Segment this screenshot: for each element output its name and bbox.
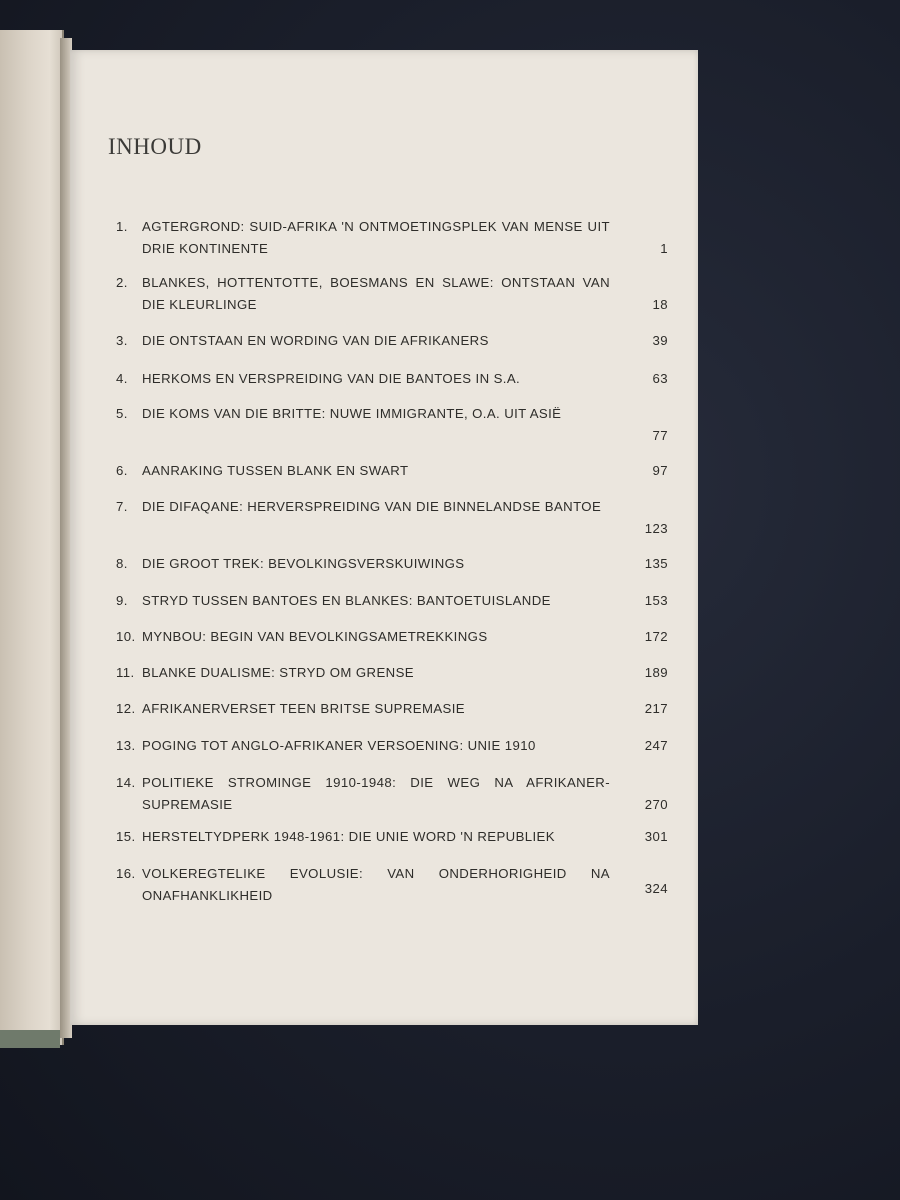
toc-entry bbox=[116, 460, 668, 482]
toc-entry-title: BLANKES, HOTTENTOTTE, BOESMANS EN SLAWE: ONTSTAAN VAN DIE KLEURLINGE bbox=[142, 275, 610, 312]
toc-entry-page: 189 bbox=[644, 665, 668, 680]
toc-entry-title: DIE GROOT TREK: BEVOLKINGSVERSKUIWINGS bbox=[142, 556, 465, 571]
toc-entry bbox=[116, 863, 668, 907]
toc-entry-title: POGING TOT ANGLO-AFRIKANER VERSOENING: UNIE 1910 bbox=[142, 738, 536, 753]
toc-entry-number: 12. bbox=[116, 701, 136, 716]
toc-entry bbox=[116, 553, 668, 575]
toc-entry-title: VOLKEREGTELIKE EVOLUSIE: VAN ONDERHORIGHEID NA ONAFHANKLIKHEID bbox=[142, 866, 610, 903]
toc-entry-number: 2. bbox=[116, 275, 128, 290]
toc-entry-title: BLANKE DUALISME: STRYD OM GRENSE bbox=[142, 665, 414, 680]
toc-entry-title: STRYD TUSSEN BANTOES EN BLANKES: BANTOETUISLANDE bbox=[142, 593, 551, 608]
toc-entry bbox=[116, 826, 668, 848]
toc-entry-title: AFRIKANERVERSET TEEN BRITSE SUPREMASIE bbox=[142, 701, 465, 716]
toc-entry-page: 217 bbox=[644, 701, 668, 716]
toc-entry bbox=[116, 216, 668, 260]
toc-entry-number: 10. bbox=[116, 629, 136, 644]
toc-entry-number: 3. bbox=[116, 333, 128, 348]
toc-entry bbox=[116, 403, 668, 447]
toc-entry bbox=[116, 272, 668, 316]
toc-entry-page: 270 bbox=[644, 797, 668, 812]
toc-entry-page: 97 bbox=[652, 463, 668, 478]
toc-entry bbox=[116, 496, 668, 540]
toc-entry-title: AANRAKING TUSSEN BLANK EN SWART bbox=[142, 463, 409, 478]
toc-entry-title: DIE ONTSTAAN EN WORDING VAN DIE AFRIKANERS bbox=[142, 333, 489, 348]
toc-entry-page: 172 bbox=[644, 629, 668, 644]
toc-entry-number: 14. bbox=[116, 775, 136, 790]
toc-entry-page: 153 bbox=[644, 593, 668, 608]
toc-entry-title: POLITIEKE STROMINGE 1910-1948: DIE WEG NA AFRIKANER-SUPREMASIE bbox=[142, 775, 610, 812]
toc-entry bbox=[116, 698, 668, 720]
toc-entry-number: 11. bbox=[116, 665, 135, 680]
toc-entry-page: 1 bbox=[660, 241, 668, 256]
toc-entry-title: HERKOMS EN VERSPREIDING VAN DIE BANTOES IN S.A. bbox=[142, 371, 521, 386]
toc-entry bbox=[116, 626, 668, 648]
toc-entry-title: MYNBOU: BEGIN VAN BEVOLKINGSAMETREKKINGS bbox=[142, 629, 488, 644]
toc-entry-number: 7. bbox=[116, 499, 128, 514]
toc-entry bbox=[116, 368, 668, 390]
left-page-edge bbox=[0, 30, 64, 1045]
toc-entry bbox=[116, 772, 668, 816]
toc-entry-number: 6. bbox=[116, 463, 128, 478]
toc-entry-number: 13. bbox=[116, 738, 136, 753]
page-title: INHOUD bbox=[108, 134, 202, 159]
toc-entry bbox=[116, 330, 668, 352]
toc-entry-page: 301 bbox=[644, 829, 668, 844]
toc-entry-title: DIE KOMS VAN DIE BRITTE: NUWE IMMIGRANTE, O.A. UIT ASIË bbox=[142, 406, 562, 421]
toc-entry-title: AGTERGROND: SUID-AFRIKA 'N ONTMOETINGSPLEK VAN MENSE UIT DRIE KONTINENTE bbox=[142, 219, 610, 256]
toc-entry-number: 5. bbox=[116, 406, 128, 421]
toc-entry-page: 324 bbox=[644, 881, 668, 896]
toc-entry-page: 18 bbox=[652, 297, 668, 312]
toc-entry-title: DIE DIFAQANE: HERVERSPREIDING VAN DIE BINNELANDSE BANTOE bbox=[142, 499, 602, 514]
toc-entry bbox=[116, 735, 668, 757]
toc-entry-page: 39 bbox=[652, 333, 668, 348]
toc-entry-page: 77 bbox=[652, 428, 668, 443]
toc-entry-page: 135 bbox=[644, 556, 668, 571]
toc-entry-number: 4. bbox=[116, 371, 128, 386]
toc-entry-title: HERSTELTYDPERK 1948-1961: DIE UNIE WORD 'N REPUBLIEK bbox=[142, 829, 555, 844]
toc-entry-number: 16. bbox=[116, 866, 136, 881]
toc-entry-page: 123 bbox=[644, 521, 668, 536]
toc-entry-number: 8. bbox=[116, 556, 128, 571]
book-cover-edge bbox=[0, 1030, 60, 1048]
toc-entry-number: 1. bbox=[116, 219, 128, 234]
toc-entry-number: 9. bbox=[116, 593, 128, 608]
toc-entry-page: 247 bbox=[644, 738, 668, 753]
contents-page bbox=[70, 50, 698, 1025]
toc-entry bbox=[116, 590, 668, 612]
toc-entry-page: 63 bbox=[652, 371, 668, 386]
toc-entry-number: 15. bbox=[116, 829, 136, 844]
toc-entry bbox=[116, 662, 668, 684]
